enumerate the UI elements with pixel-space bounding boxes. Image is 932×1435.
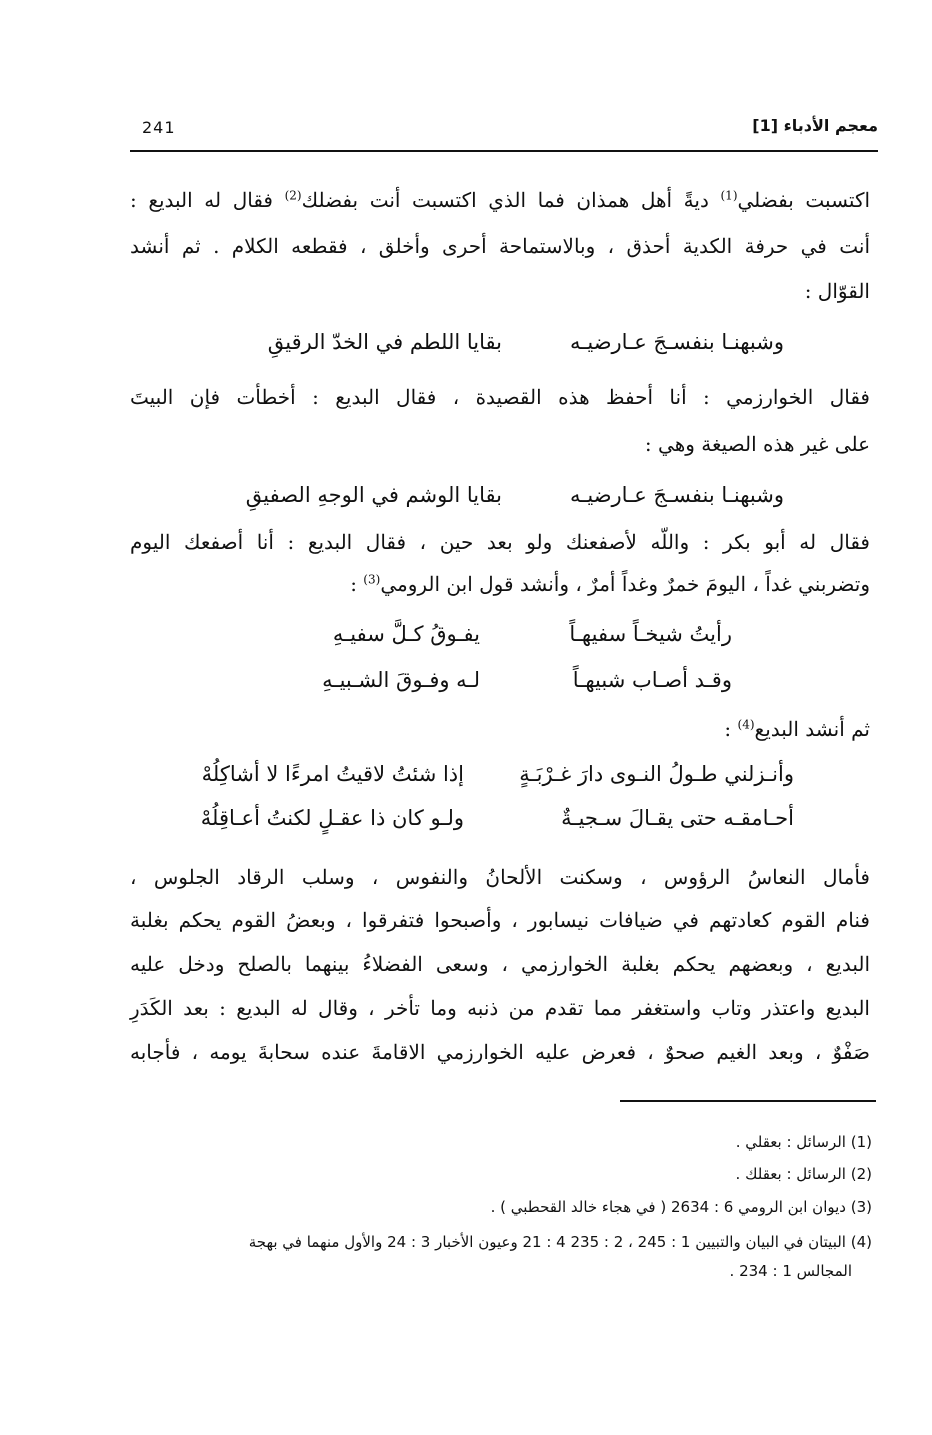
footnote-4-line-2: المجالس 1 : 234 . bbox=[729, 1262, 852, 1280]
footnote-4-line-1: (4) البيتان في البيان والتبيين 1 : 245 ، 2 : 235 4 : 21 وعيون الأخبار 3 : 24 والأول منهما في بهجة bbox=[248, 1233, 872, 1251]
footnote-ref-2: (2) bbox=[284, 188, 302, 203]
verse-2-hemistich-2: بقايا الوشم في الوجهِ الصفيقِ bbox=[245, 483, 502, 507]
book-title: معجم الأدباء [1] bbox=[752, 116, 878, 135]
paragraph-3-line-2: وتضربني غداً ، اليومَ خمرٌ وغداً أمرٌ ، وأنشد قول ابن الرومي$^{(3)}$ : bbox=[350, 572, 870, 596]
verse-6-hemistich-2: ولـو كان ذا عقـلٍ لكنتُ أعـاقِلُهْ bbox=[200, 806, 464, 830]
paragraph-1-line-2: أنت في حرفة الكدية أحذق ، وبالاستماحة أحرى وأخلق ، فقطعه الكلام . ثم أنشد bbox=[130, 234, 870, 258]
verse-4-hemistich-2: لـه وفـوقَ الشـبيـهِ bbox=[322, 668, 480, 692]
verse-3-hemistich-1: رأيتُ شيخـاً سفيهـاً bbox=[569, 622, 732, 646]
verse-6-hemistich-1: أحـامقـه حتى يقـالَ سـجيـةٌ bbox=[561, 806, 794, 830]
footnote-rule bbox=[620, 1100, 876, 1102]
verse-5-hemistich-1: وأنـزلني طـولُ النـوى دارَ غـرْبَـةٍ bbox=[519, 762, 794, 786]
footnote-ref-1: (1) bbox=[720, 188, 738, 203]
page-number: 241 bbox=[142, 118, 176, 137]
footnote-2: (2) الرسائل : بعقلك . bbox=[735, 1165, 872, 1183]
paragraph-2-line-1: فقال الخوارزمي : أنا أحفظ هذه القصيدة ، فقال البديع : أخطأت فإن البيتَ bbox=[130, 385, 870, 409]
verse-5-hemistich-2: إذا شئتُ لاقيتُ امرءًا لا أشاكِلُهْ bbox=[201, 762, 464, 786]
footnote-3: (3) ديوان ابن الرومي 6 : 2634 ( في هجاء خالد القحطبي ) . bbox=[490, 1198, 872, 1216]
header-rule bbox=[130, 150, 878, 152]
footnote-ref-4: (4) bbox=[737, 717, 755, 732]
paragraph-1-line-3: القوّال : bbox=[804, 279, 870, 303]
paragraph-2-line-2: على غير هذه الصيغة وهي : bbox=[644, 432, 870, 456]
footnote-1: (1) الرسائل : بعقلي . bbox=[735, 1133, 872, 1151]
paragraph-5-line-5: صَفْوٌ ، وبعد الغيم صحوٌ ، فعرض عليه الخوارزمي الاقامةَ عنده سحابةَ يومه ، فأجابه bbox=[130, 1040, 870, 1064]
verse-2-hemistich-1: وشبهنـا بنفسـجَ عـارضيـه bbox=[569, 483, 784, 507]
verse-3-hemistich-2: يفـوقُ كـلَّ سفيـهِ bbox=[332, 622, 480, 646]
paragraph-5-line-4: البديع واعتذر وتاب واستغفر مما تقدم من ذنبه وما تأخر ، وقال له البديع : بعد الكَدَرِ bbox=[130, 996, 870, 1020]
footnote-ref-3: (3) bbox=[363, 572, 381, 587]
paragraph-5-line-3: البديع ، وبعضهم يحكم بغلبة الخوارزمي ، وسعى الفضلاءُ بينهما بالصلح ودخل عليه bbox=[130, 952, 870, 976]
paragraph-1-line-1: اكتسبت بفضلي$^{(1)}$ ديةً أهل همذان فما الذي اكتسبت أنت بفضلك$^{(2)}$ فقال له البديع : bbox=[130, 188, 871, 212]
paragraph-4: ثم أنشد البديع$^{(4)}$ : bbox=[724, 717, 870, 741]
paragraph-3-line-1: فقال له أبو بكر : واللّه لأصفعنك ولو بعد حين ، فقال البديع : أنا أصفعك اليوم bbox=[130, 530, 870, 554]
verse-1-hemistich-2: بقايا اللطم في الخدّ الرقيقِ bbox=[267, 330, 502, 354]
paragraph-5-line-1: فأمال النعاسُ الرؤوس ، وسكنت الألحانُ والنفوس ، وسلب الرقاد الجلوس ، bbox=[130, 865, 870, 889]
paragraph-5-line-2: فنام القوم كعادتهم في ضيافات نيسابور ، وأصبحوا فتفرقوا ، وبعضُ القوم يحكم بغلبة bbox=[130, 908, 870, 932]
page-header bbox=[130, 116, 878, 146]
verse-1-hemistich-1: وشبهنـا بنفسـجَ عـارضيـه bbox=[569, 330, 784, 354]
verse-4-hemistich-1: وقـد أصـاب شبيهـاً bbox=[572, 668, 732, 692]
